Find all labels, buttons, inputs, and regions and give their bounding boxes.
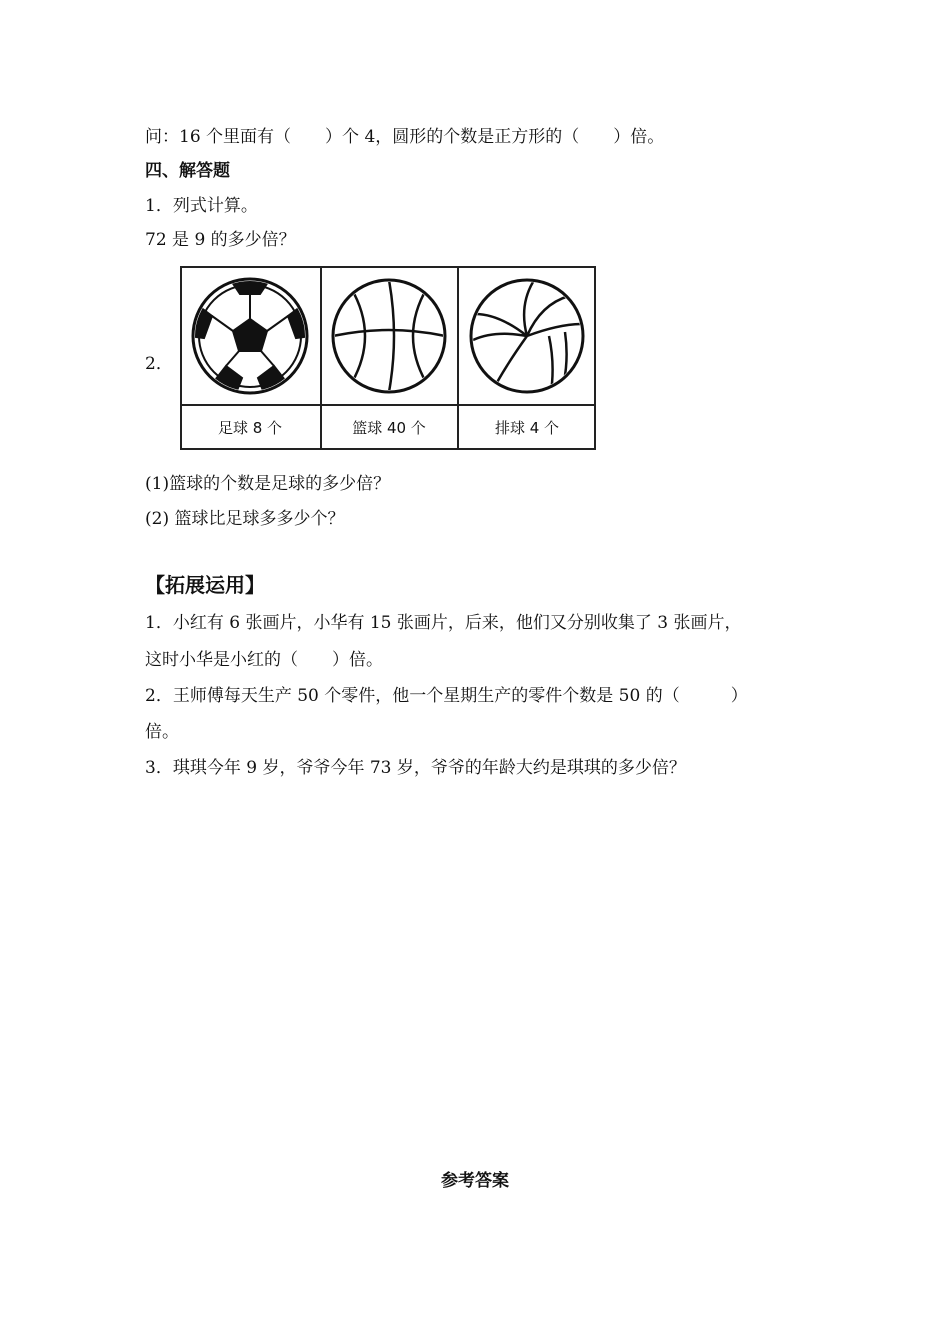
- extension-2-line-2: 倍。: [145, 722, 179, 742]
- basketball-icon: [321, 274, 457, 398]
- extension-1-line-2: 这时小华是小红的（ ）倍。: [145, 650, 383, 670]
- answers-heading: 参考答案: [441, 1171, 509, 1191]
- extension-1-line-1: 1．小红有 6 张画片，小华有 15 张画片，后来，他们又分别收集了 3 张画片，: [145, 613, 742, 633]
- section-heading-4: 四、解答题: [145, 161, 230, 181]
- question-1-text: 72 是 9 的多少倍？: [145, 230, 296, 250]
- ball-label-volleyball: 排球 4 个: [494, 419, 560, 437]
- question-2-part-2: (2) 篮球比足球多多少个？: [145, 509, 345, 529]
- extension-heading: 【拓展运用】: [145, 573, 265, 597]
- question-2-number: 2．: [145, 354, 173, 374]
- question-1: 1．列式计算。: [145, 196, 258, 216]
- question-2-part-1: (1)篮球的个数是足球的多少倍？: [145, 474, 391, 494]
- question-prev: 问：16 个里面有（ ）个 4，圆形的个数是正方形的（ ）倍。: [145, 127, 665, 147]
- ball-label-soccer: 足球 8 个: [217, 419, 283, 437]
- soccer-ball-icon: [182, 274, 318, 398]
- volleyball-icon: [459, 274, 595, 398]
- extension-2-line-1: 2．王师傅每天生产 50 个零件，他一个星期生产的零件个数是 50 的（ ）: [145, 686, 748, 706]
- ball-label-basketball: 篮球 40 个: [352, 419, 426, 437]
- extension-3: 3．琪琪今年 9 岁，爷爷今年 73 岁，爷爷的年龄大约是琪琪的多少倍？: [145, 758, 686, 778]
- ball-table: [180, 266, 596, 450]
